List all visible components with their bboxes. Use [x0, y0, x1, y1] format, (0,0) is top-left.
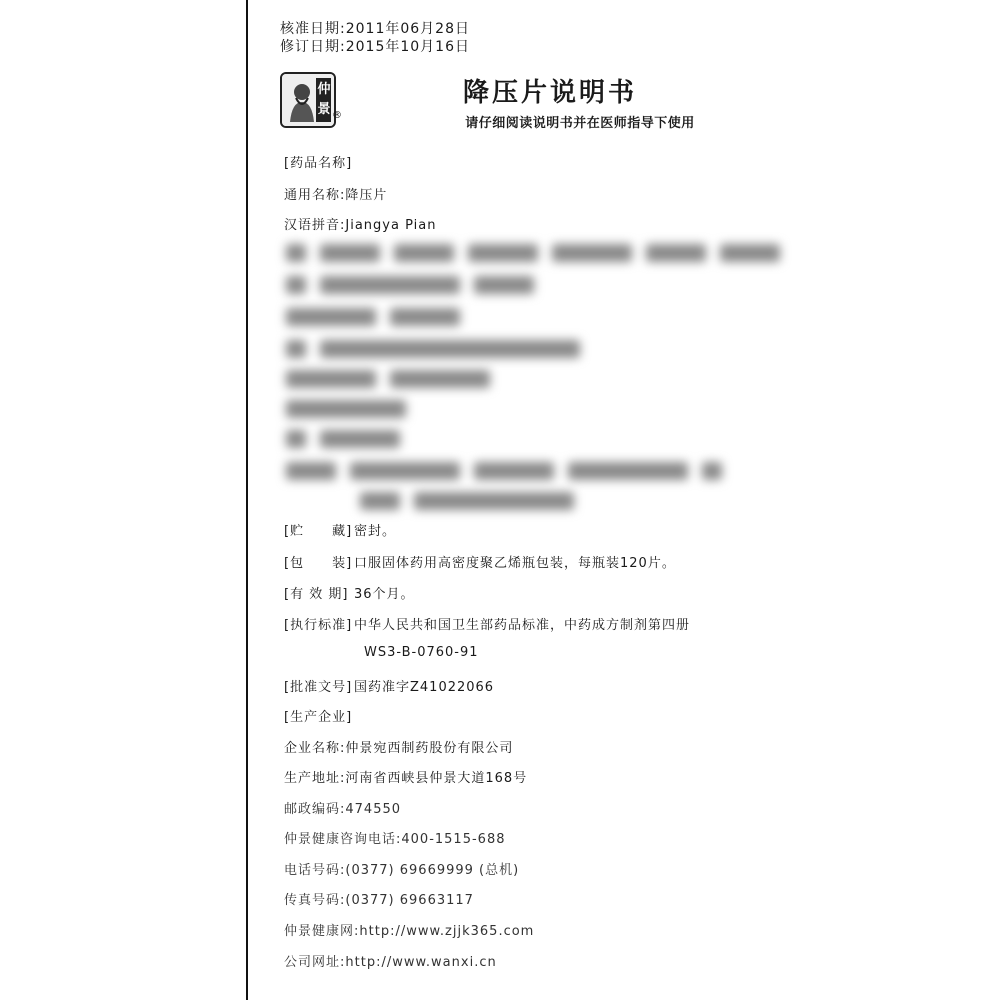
standard-value: 中华人民共和国卫生部药品标准，中药成方制剂第四册 [354, 618, 691, 633]
brand-logo [280, 72, 336, 128]
phone-line [284, 859, 519, 878]
address-label: 生产地址: [284, 771, 346, 786]
validity-value: 36个月。 [354, 587, 415, 602]
postcode-label: 邮政编码: [284, 802, 346, 817]
address-line [284, 767, 527, 786]
revision-date-value: 2015年10月16日 [345, 39, 470, 55]
document-title: 降压片说明书 [462, 78, 637, 108]
hotline-line [284, 828, 505, 847]
redacted-row [286, 400, 406, 418]
revision-date-label: 修订日期: [280, 39, 346, 55]
fax-label: 传真号码: [284, 893, 346, 908]
approval-date-line [280, 20, 470, 38]
postcode-value: 474550 [345, 802, 402, 817]
redacted-row [286, 244, 780, 262]
standard-code-line [364, 645, 479, 660]
redacted-row [360, 492, 574, 510]
packaging-label: [包 装] [284, 556, 353, 571]
approval-label: [批准文号] [284, 680, 353, 695]
validity-line [284, 583, 415, 602]
storage-value: 密封。 [354, 524, 397, 539]
fax-value: (0377) 69663117 [345, 893, 474, 908]
date-block [280, 20, 470, 56]
packaging-value: 口服固体药用高密度聚乙烯瓶包装，每瓶装120片。 [354, 556, 676, 571]
section-manufacturer-label: [生产企业] [284, 710, 353, 725]
redacted-row [286, 430, 400, 448]
approval-date-value: 2011年06月28日 [345, 21, 470, 37]
redacted-row [286, 308, 460, 326]
postcode-line [284, 798, 401, 817]
approval-line [284, 676, 494, 695]
pinyin-label: 汉语拼音: [284, 218, 346, 233]
pinyin-line [284, 214, 436, 233]
document-subtitle: 请仔细阅读说明书并在医师指导下使用 [465, 116, 695, 131]
company-site-value: http://www.wanxi.cn [345, 955, 497, 970]
standard-code: WS3-B-0760-91 [364, 645, 479, 660]
revision-date-line [280, 38, 470, 56]
address-value: 河南省西峡县仲景大道168号 [345, 771, 528, 786]
approval-date-label: 核准日期: [280, 21, 346, 37]
standard-line [284, 614, 690, 633]
pinyin-value: Jiangya Pian [345, 218, 437, 233]
left-margin-rule [246, 0, 248, 1000]
redacted-row [286, 462, 722, 480]
storage-line [284, 520, 396, 539]
health-site-line [284, 920, 534, 939]
standard-label: [执行标准] [284, 618, 353, 633]
redacted-row [286, 340, 580, 358]
redacted-row [286, 276, 534, 294]
company-label: 企业名称: [284, 741, 346, 756]
health-site-value: http://www.zjjk365.com [359, 924, 535, 939]
generic-name-label: 通用名称: [284, 188, 346, 203]
redacted-row [286, 370, 490, 388]
hotline-value: 400-1515-688 [401, 832, 506, 847]
company-site-label: 公司网址: [284, 955, 346, 970]
health-site-label: 仲景健康网: [284, 924, 360, 939]
document-page [250, 0, 1000, 1000]
phone-label: 电话号码: [284, 863, 346, 878]
generic-name-line [284, 184, 387, 203]
section-drug-name-label: [药品名称] [284, 156, 353, 171]
company-site-line [284, 951, 497, 970]
generic-name-value: 降压片 [345, 188, 388, 203]
packaging-line [284, 552, 676, 571]
logo-text: 仲景 [317, 82, 331, 117]
approval-value: 国药准字Z41022066 [354, 680, 495, 695]
company-line [284, 737, 513, 756]
hotline-label: 仲景健康咨询电话: [284, 832, 402, 847]
storage-label: [贮 藏] [284, 524, 353, 539]
section-manufacturer [284, 706, 352, 725]
phone-value: (0377) 69669999 (总机) [345, 863, 520, 878]
company-value: 仲景宛西制药股份有限公司 [345, 741, 514, 756]
registered-mark: ® [332, 110, 342, 121]
validity-label: [有 效 期] [284, 587, 349, 602]
fax-line [284, 889, 474, 908]
section-drug-name [284, 152, 352, 171]
